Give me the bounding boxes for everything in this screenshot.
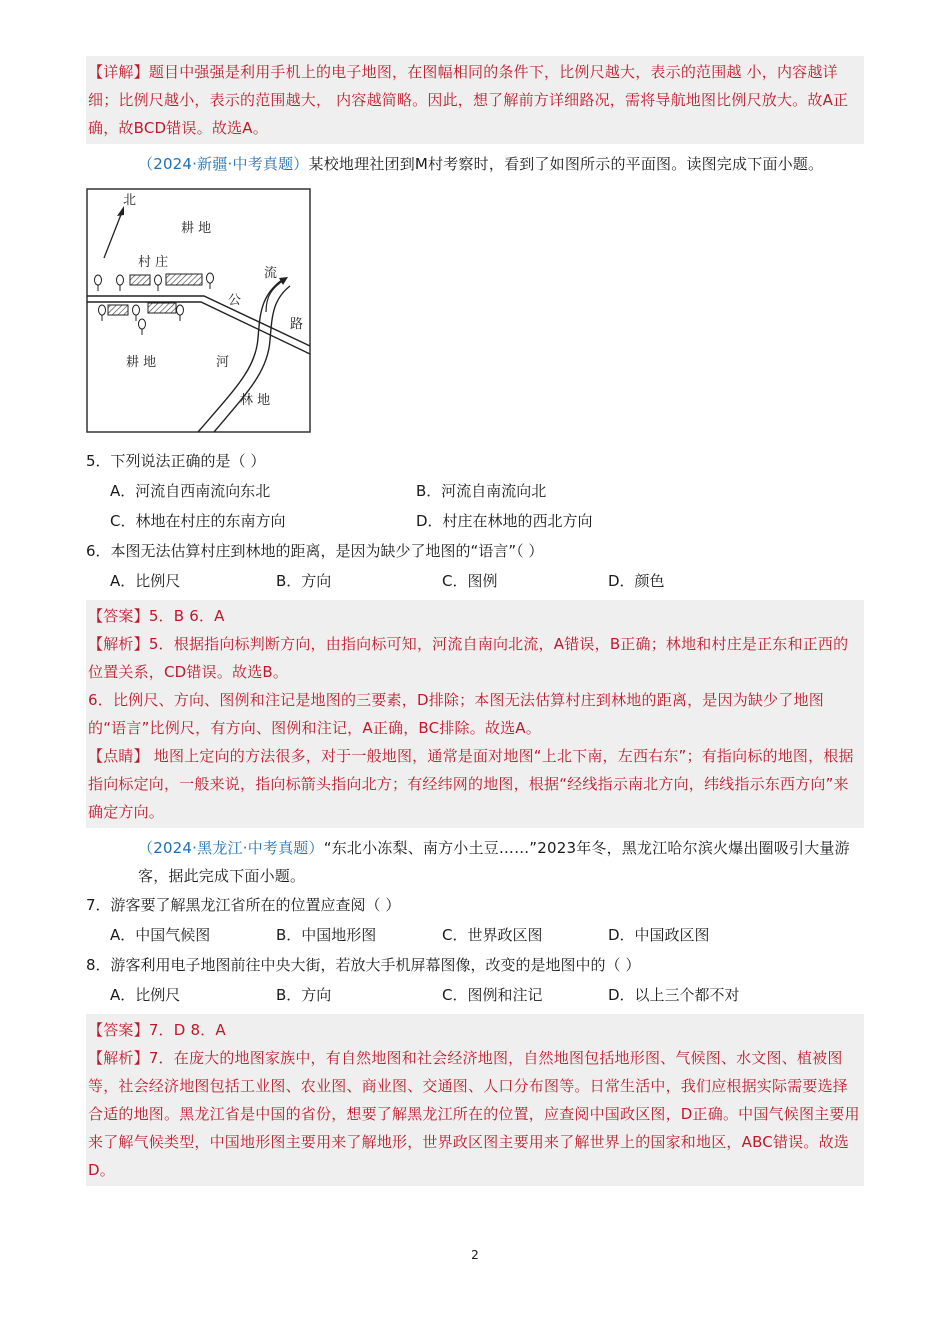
question-5: [86, 446, 864, 476]
building: [148, 303, 176, 313]
group2-answer: [88, 1016, 862, 1044]
group1-tip: [88, 742, 862, 826]
question-8: [86, 950, 864, 980]
answer-tag: 【答案】: [88, 1021, 149, 1039]
q6-stem: 6．本图无法估算村庄到林地的距离，是因为缺少了地图的“语言”（ ）: [86, 542, 544, 560]
q8-option-c: C．图例和注记: [442, 986, 543, 1004]
river-label-he: 河: [216, 355, 230, 370]
tip-text: 地图上定向的方法很多，对于一般地图，通常是面对地图“上北下南，左西右东”；有指向标的地图，根据指向标定向，一般来说，指向标箭头指向北方；有经纬网的地图，根据“经线指示南北方向，纬线指示东西方向”来确定方向。: [88, 747, 854, 821]
answer-text: 7．D 8．A: [148, 1021, 226, 1039]
q5-options-row2: [86, 506, 864, 536]
question-6: [86, 536, 864, 566]
forest-label: 林 地: [240, 393, 271, 408]
building: [108, 305, 128, 315]
road-label-lu: 路: [290, 317, 304, 332]
analysis-text: 5．根据指向标判断方向，由指向标可知，河流自南向北流，A错误，B正确；林地和村庄是正东和正西的位置关系，CD错误。故选B。: [88, 635, 849, 681]
q5-stem: 5．下列说法正确的是（ ）: [86, 452, 266, 470]
q5-option-b: B．河流自南流向北: [416, 482, 547, 500]
analysis-text: 7．在庞大的地图家族中，有自然地图和社会经济地图，自然地图包括地形图、气候图、水文图、植被图等，社会经济地图包括工业图、农业图、商业图、交通图、人口分布图等。日常生活中，我们应根据实际需要选择合适的地图。黑龙江省是中国的省份，想要了解黑龙江所在的位置，应查阅中国政区图，D正确。中国气候图主要用来了解气候类型，中国地形图主要用来了解地形，世界政区图主要用来了解世界上的国家和地区，ABC错误。故选D。: [88, 1049, 860, 1179]
q7-option-a: A．中国气候图: [110, 926, 211, 944]
group1-intro-text: 某校地理社团到M村考察时，看到了如图所示的平面图。读图完成下面小题。: [308, 155, 824, 173]
building: [166, 274, 202, 285]
tip-tag: 【点睛】: [88, 747, 149, 765]
group1-answer: [88, 602, 862, 630]
q5-options-row1: [86, 476, 864, 506]
q7-option-d: D．中国政区图: [608, 926, 710, 944]
q5-option-d: D．村庄在林地的西北方向: [416, 512, 593, 530]
q8-stem: 8．游客利用电子地图前往中央大街，若放大手机屏幕图像，改变的是地图中的（ ）: [86, 956, 641, 974]
north-label: 北: [123, 193, 137, 208]
group1-analysis-p2: 6．比例尺、方向、图例和注记是地图的三要素，D排除；本图无法估算村庄到林地的距离，是因为缺少了地图的“语言”比例尺，有方向、图例和注记，A正确，BC排除。故选A。: [88, 691, 824, 737]
q7-stem: 7．游客要了解黑龙江省所在的位置应查阅（ ）: [86, 896, 401, 914]
answer-text: 5．B 6．A: [148, 607, 225, 625]
detail-tag: 【详解】: [88, 63, 149, 81]
q8-option-b: B．方向: [276, 986, 332, 1004]
group1-intro: [86, 150, 864, 178]
group2-source: （2024·黑龙江·中考真题）: [138, 839, 324, 857]
detail-block: [86, 56, 864, 144]
q8-option-d: D．以上三个都不对: [608, 986, 740, 1004]
river-label-liu: 流: [264, 266, 278, 281]
q7-options: [86, 920, 864, 950]
group2-intro-text: “东北小冻梨、南方小土豆……”2023年冬，黑龙江哈尔滨火爆出圈吸引大量游客，据此完成下面小题。: [138, 839, 850, 885]
answer-tag: 【答案】: [88, 607, 149, 625]
q5-option-a: A．河流自西南流向东北: [110, 482, 271, 500]
question-7: [86, 890, 864, 920]
q6-option-d: D．颜色: [608, 572, 665, 590]
q8-options: [86, 980, 864, 1010]
building: [130, 275, 150, 285]
q5-option-c: C．林地在村庄的东南方向: [110, 512, 286, 530]
q6-option-a: A．比例尺: [110, 572, 181, 590]
q6-options: [86, 566, 864, 596]
group2-intro: [86, 834, 864, 890]
q6-option-b: B．方向: [276, 572, 332, 590]
group1-source: （2024·新疆·中考真题）: [138, 155, 309, 173]
analysis-tag: 【解析】: [88, 1049, 149, 1067]
village-label: 村 庄: [138, 255, 169, 270]
group1-solution: [86, 600, 864, 828]
q7-option-c: C．世界政区图: [442, 926, 543, 944]
page-content: [86, 56, 864, 1186]
group1-analysis-p1: [88, 630, 862, 686]
detail-text: 题目中强强是利用手机上的电子地图，在图幅相同的条件下，比例尺越大，表示的范围越 小，内容越详细；比例尺越小，表示的范围越大， 内容越简略。因此，想了解前方详细路况，需将导航地图比例尺放大。故A正确，故BCD错误。故选A。: [88, 63, 849, 137]
group2-analysis-p1: [88, 1044, 862, 1184]
group2-solution: [86, 1014, 864, 1186]
q8-option-a: A．比例尺: [110, 986, 181, 1004]
farmland-bottom-label: 耕 地: [126, 355, 157, 370]
road-label-gong: 公: [228, 293, 242, 308]
analysis-tag: 【解析】: [88, 635, 149, 653]
page-number: 2: [471, 1248, 479, 1262]
q6-option-c: C．图例: [442, 572, 498, 590]
farmland-top-label: 耕 地: [181, 221, 212, 236]
village-plan-map: [86, 188, 312, 434]
q7-option-b: B．中国地形图: [276, 926, 377, 944]
